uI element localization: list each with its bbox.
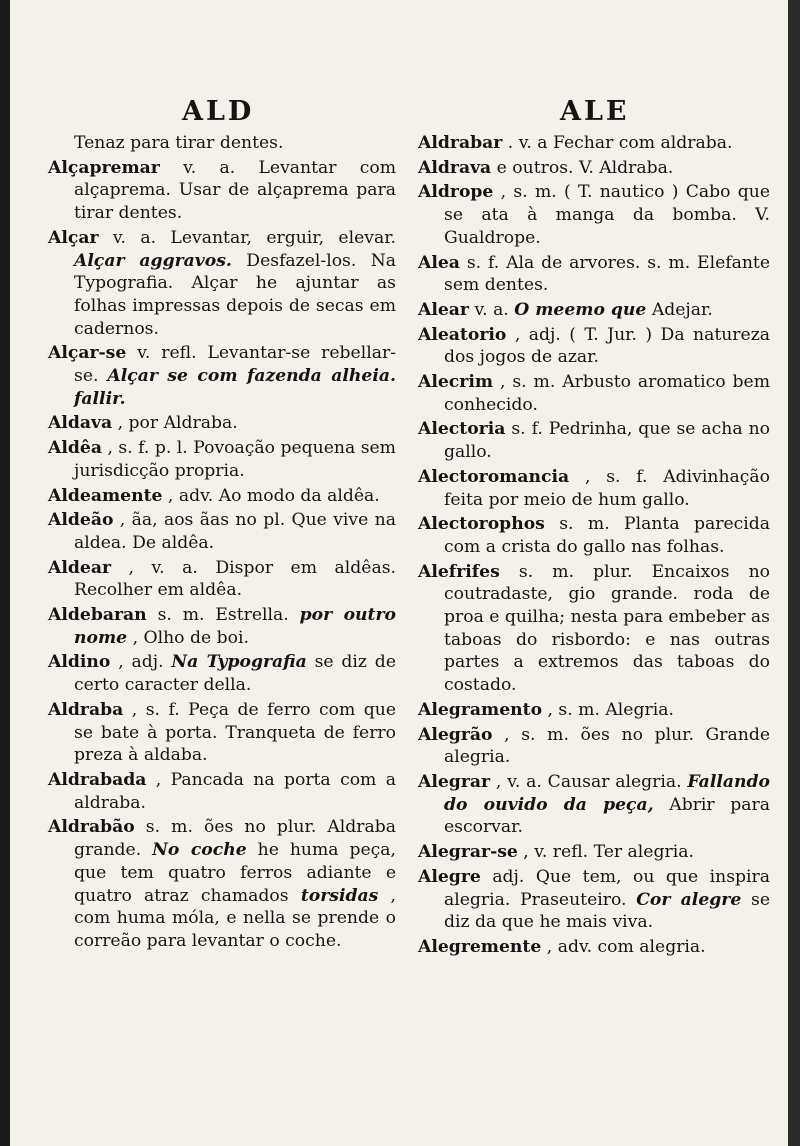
entry-text: , s. f. p. l. Povoação pequena sem jurisdicção propria. (74, 438, 396, 481)
entry-headword: Alegre (418, 866, 481, 887)
entry-italic: por outro nome (74, 605, 396, 648)
entry-headword: Aldrava (418, 157, 492, 178)
entry-italic: torsidas (300, 885, 379, 906)
dictionary-entry (418, 699, 770, 722)
left-column (48, 132, 396, 955)
dictionary-entry (418, 132, 770, 155)
entry-headword: Aldeão (48, 510, 114, 531)
dictionary-entry (418, 561, 770, 697)
entry-italic: Alçar se com fazenda alheia. fallir. (74, 366, 396, 409)
entry-text: Abrir para escorvar. (444, 794, 770, 838)
entry-text: , s. f. Adivinhação feita por meio de hum gallo. (444, 466, 770, 510)
entry-italic: Na Typografia (171, 652, 307, 673)
entry-headword: Alçar-se (48, 343, 127, 364)
running-head-left: ALD (182, 96, 255, 127)
entry-headword: Alçapremar (48, 157, 160, 178)
dictionary-entry (48, 699, 396, 767)
entry-text: , s. m. Alegria. (547, 699, 674, 720)
entry-text: v. a. (474, 299, 509, 320)
entry-text: Adejar. (651, 299, 713, 320)
dictionary-entry (48, 437, 396, 482)
entry-headword: Aldino (48, 652, 111, 673)
dictionary-entry (48, 132, 396, 155)
dictionary-entry (418, 866, 770, 934)
entry-text: , adj. (118, 652, 164, 673)
dictionary-entry (48, 651, 396, 696)
entry-text: , v. a. Causar alegria. (495, 771, 682, 792)
entry-text: v. refl. Levantar-se rebellar-se. (74, 343, 396, 387)
entry-headword: Alçar (48, 227, 99, 248)
entry-headword: Aldêa (48, 438, 102, 459)
entry-text: s. m. Estrella. (157, 605, 289, 626)
dictionary-entry (48, 227, 396, 341)
entry-text: he huma peça, que tem quatro ferros adiante e quatro atraz chamados (74, 840, 396, 906)
dictionary-entry (418, 418, 770, 463)
dictionary-entry (418, 771, 770, 839)
entry-headword: Aldrabar (418, 133, 503, 153)
entry-headword: Aldraba (48, 699, 124, 720)
dictionary-entry (48, 557, 396, 602)
entry-italic: Fallando do ouvido da peça, (444, 771, 770, 815)
entry-text: , v. a. Dispor em aldêas. Recolher em aldêa. (74, 557, 396, 601)
dictionary-entry (48, 604, 396, 649)
entry-headword: Alectorophos (418, 514, 545, 535)
entry-headword: Alegrão (418, 724, 493, 745)
entry-text: , Olho de boi. (132, 627, 249, 648)
entry-headword: Alecrim (418, 372, 494, 393)
dictionary-entry (48, 509, 396, 554)
entry-text: Desfazel-los. Na Typografia. Alçar he ajuntar as folhas impressas depois de secas em cadernos. (74, 250, 397, 339)
dictionary-entry (418, 841, 770, 864)
dictionary-entry (418, 157, 770, 180)
entry-text: se diz da que he mais viva. (444, 889, 770, 933)
entry-text: , s. m. Arbusto aromatico bem conhecido. (444, 372, 771, 415)
dictionary-entry (418, 324, 770, 369)
entry-headword: Aldrope (418, 182, 494, 203)
entry-text: , ãa, aos ãas no pl. Que vive na aldea. De aldêa. (74, 510, 396, 553)
entry-headword: Alegrar-se (418, 842, 518, 863)
entry-italic: O meemo que (514, 299, 647, 320)
dictionary-entry (418, 936, 770, 959)
entry-headword: Aldrabada (48, 769, 147, 790)
dictionary-entry (418, 724, 770, 769)
dictionary-entry (418, 371, 770, 416)
entry-headword: Alegrar (418, 771, 491, 792)
entry-headword: Alegramento (418, 699, 543, 720)
entry-text: v. a. Levantar, erguir, elevar. (112, 227, 397, 248)
dictionary-entry (48, 412, 396, 435)
entry-headword: Alear (418, 299, 469, 320)
entry-headword: Aldear (48, 557, 112, 578)
entry-text: , por Aldraba. (117, 413, 238, 434)
entry-headword: Alefrifes (418, 561, 500, 582)
entry-headword: Alectoromancia (418, 466, 570, 487)
dictionary-entry (48, 769, 396, 814)
entry-text: , s. m. ões no plur. Grande alegria. (444, 724, 770, 768)
entry-text: , Pancada na porta com a aldraba. (74, 769, 396, 813)
entry-headword: Aldrabão (48, 817, 135, 838)
entry-text: Tenaz para tirar dentes. (74, 133, 284, 153)
entry-italic: No coche (152, 840, 247, 861)
entry-text: . v. a Fechar com aldraba. (507, 133, 733, 153)
dictionary-entry (418, 513, 770, 558)
entry-text: s. f. Pedrinha, que se acha no gallo. (444, 419, 770, 463)
entry-headword: Alegremente (418, 936, 542, 957)
dictionary-entry (418, 181, 770, 249)
dictionary-entry (48, 485, 396, 508)
right-column (418, 132, 770, 961)
running-head-right: ALE (560, 96, 630, 127)
entry-text: se diz de certo caracter della. (74, 652, 396, 696)
dictionary-entry (418, 252, 770, 297)
entry-headword: Aldeamente (48, 485, 163, 506)
entry-text: s. m. plur. Encaixos no coutradaste, gio grande. roda de proa e quilha; nesta para embeber as taboas do risbordo: e nas outras partes a extremos das taboas do costado. (444, 561, 770, 696)
dictionary-entry (48, 342, 396, 410)
entry-headword: Aldava (48, 413, 113, 434)
entry-headword: Aldebaran (48, 605, 147, 626)
dictionary-entry (48, 816, 396, 952)
entry-text: adj. Que tem, ou que inspira alegria. Praseuteiro. (444, 866, 770, 910)
entry-text: , v. refl. Ter alegria. (523, 842, 694, 863)
entry-headword: Alea (418, 252, 460, 273)
entry-text: , adv. Ao modo da aldêa. (167, 485, 380, 506)
dictionary-entry (418, 466, 770, 511)
entry-text: , s. m. ( T. nautico ) Cabo que se ata à manga da bomba. V. Gualdrope. (444, 182, 771, 248)
entry-text: e outros. V. Aldraba. (496, 157, 674, 178)
entry-headword: Alectoria (418, 419, 506, 440)
dictionary-entry (48, 157, 396, 225)
entry-text: , s. f. Peça de ferro com que se bate à porta. Tranqueta de ferro preza à aldaba. (74, 699, 396, 766)
entry-text: v. a. Levantar com alçaprema. Usar de alçaprema para tirar dentes. (74, 157, 396, 224)
entry-italic: Cor alegre (636, 889, 742, 910)
entry-text: , com huma móla, e nella se prende o correão para levantar o coche. (74, 885, 397, 951)
entry-headword: Aleatorio (418, 324, 507, 345)
entry-text: s. m. ões no plur. Aldraba grande. (74, 817, 396, 861)
entry-text: , adj. ( T. Jur. ) Da natureza dos jogos de azar. (444, 324, 770, 368)
right-page-edge (788, 0, 800, 1146)
entry-text: s. f. Ala de arvores. s. m. Elefante sem dentes. (444, 252, 771, 296)
entry-text: s. m. Planta parecida com a crista do gallo nas folhas. (444, 514, 770, 557)
dictionary-entry (418, 299, 770, 322)
left-page-edge (0, 0, 10, 1146)
entry-text: , adv. com alegria. (546, 936, 706, 957)
entry-italic: Alçar aggravos. (74, 250, 232, 271)
